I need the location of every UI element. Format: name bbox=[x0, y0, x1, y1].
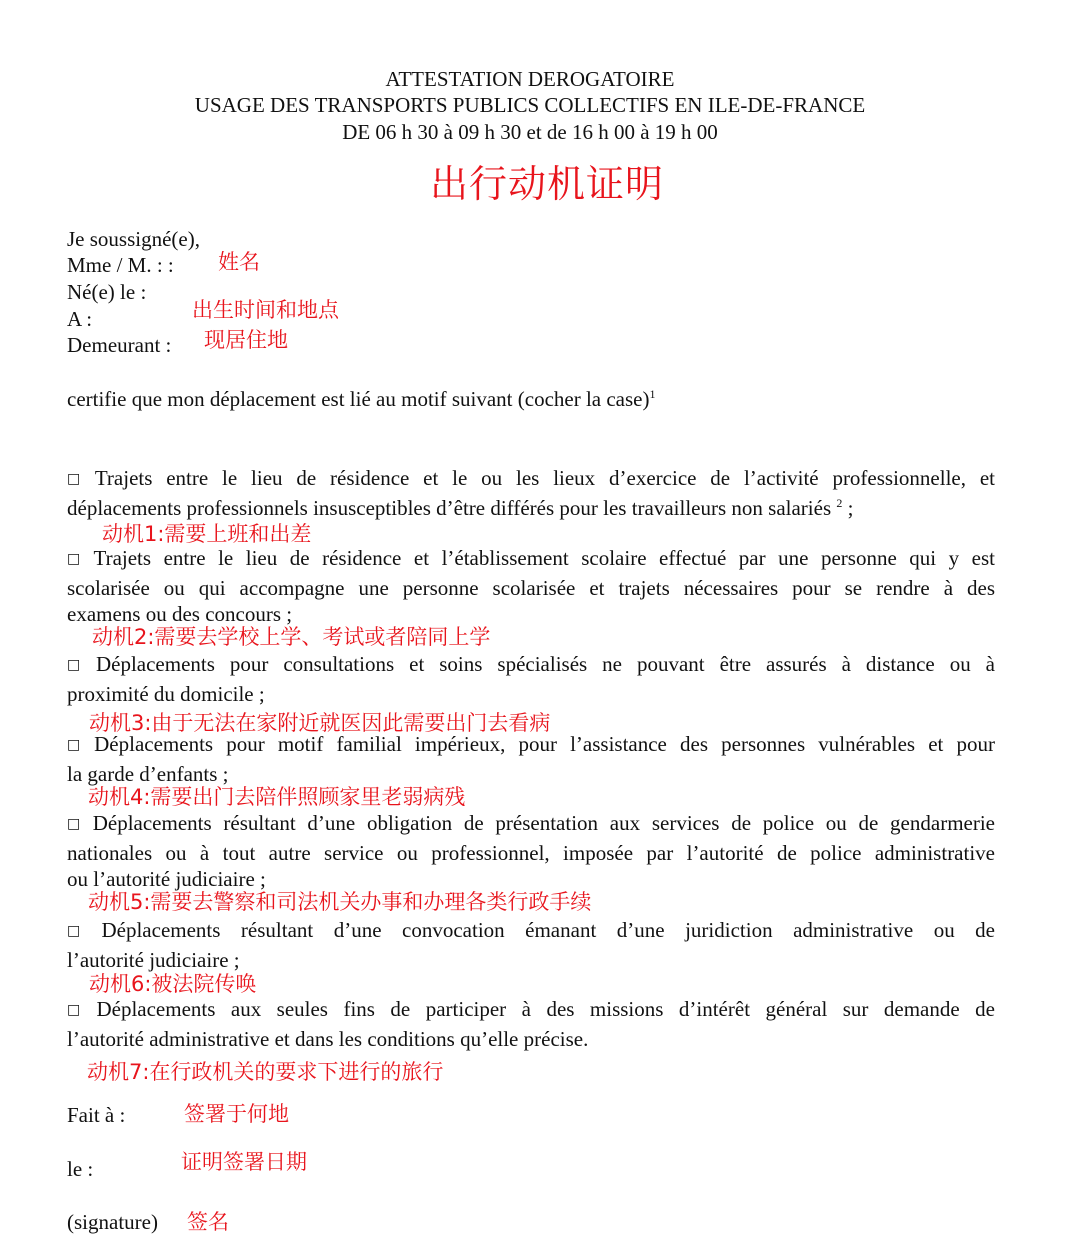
motive-2-text bbox=[67, 545, 995, 628]
chinese-title-annotation: 出行动机证明 bbox=[429, 162, 664, 206]
form-subtitle: USAGE DES TRANSPORTS PUBLICS COLLECTIFS EN ILE-DE-FRANCE bbox=[194, 93, 866, 117]
motive-7-line-2: l’autorité administrative et dans les conditions qu’elle précise. bbox=[67, 1026, 589, 1051]
motive-5-line-2: nationales ou à tout autre service ou professionnel, imposée par l’autorité de police administrative bbox=[67, 840, 995, 865]
motive-6-checkbox[interactable]: □ bbox=[67, 923, 96, 939]
motive-5-line-1: □ Déplacements résultant d’une obligation de présentation aux services de police ou de gendarmerie bbox=[67, 811, 996, 835]
motive-1-annotation: 动机1:需要上班和出差 bbox=[102, 522, 312, 546]
birth-date-label: Né(e) le : bbox=[67, 280, 147, 304]
motive-7-annotation: 动机7:在行政机关的要求下进行的旅行 bbox=[87, 1060, 444, 1084]
motive-7-checkbox[interactable]: □ bbox=[67, 1002, 91, 1018]
motive-4-annotation: 动机4:需要出门去陪伴照顾家里老弱病残 bbox=[88, 785, 466, 809]
birth-annotation: 出生时间和地点 bbox=[192, 298, 339, 322]
motive-5-annotation: 动机5:需要去警察和司法机关办事和办理各类行政手续 bbox=[88, 890, 592, 914]
motive-1-line-2: déplacements professionnels insusceptibles d’être différés pour les travailleurs non salariés $^2$ ; bbox=[67, 495, 854, 520]
certify-text: certifie que mon déplacement est lié au motif suivant (cocher la case) bbox=[67, 387, 650, 411]
date-label: le : bbox=[67, 1157, 94, 1181]
footnote-1: 1 bbox=[649, 387, 656, 401]
motive-1-text bbox=[67, 465, 995, 521]
motive-1-line-1: □ Trajets entre le lieu de résidence et le ou les lieux d’exercice de l’activité professionnelle, et bbox=[67, 466, 995, 490]
signature-label: (signature) bbox=[67, 1210, 158, 1234]
certify-statement bbox=[67, 386, 656, 412]
motive-2-line-2: scolarisée ou qui accompagne une personne scolarisée et trajets nécessaires pour se rendre à des bbox=[67, 575, 995, 600]
motive-5-text bbox=[67, 810, 995, 893]
motive-4-text bbox=[67, 731, 995, 787]
motive-6-line-1: □ Déplacements résultant d’une convocation émanant d’une juridiction administrative ou de bbox=[67, 918, 996, 942]
motive-4-line-1: □ Déplacements pour motif familial impérieux, pour l’assistance des personnes vulnérables et pour bbox=[67, 732, 995, 756]
motive-6-annotation: 动机6:被法院传唤 bbox=[89, 972, 257, 996]
date-annotation: 证明签署日期 bbox=[181, 1150, 307, 1174]
motive-5-checkbox[interactable]: □ bbox=[67, 816, 87, 832]
motive-3-annotation: 动机3:由于无法在家附近就医因此需要出门去看病 bbox=[89, 711, 551, 735]
motive-2-line-1: □ Trajets entre le lieu de résidence et l’établissement scolaire effectué par une personne qui y est bbox=[67, 546, 995, 570]
motive-1-checkbox[interactable]: □ bbox=[67, 471, 89, 487]
motive-2-checkbox[interactable]: □ bbox=[67, 551, 88, 567]
motive-4-checkbox[interactable]: □ bbox=[67, 737, 89, 753]
soussigne-label: Je soussigné(e), bbox=[67, 227, 200, 251]
footnote-2: 2 bbox=[836, 495, 843, 510]
motive-3-text bbox=[67, 651, 995, 707]
motive-7-text bbox=[67, 996, 995, 1052]
form-title: ATTESTATION DEROGATOIRE bbox=[385, 67, 675, 91]
name-annotation: 姓名 bbox=[218, 250, 260, 274]
form-time-window: DE 06 h 30 à 09 h 30 et de 16 h 00 à 19 h 00 bbox=[342, 120, 718, 144]
motive-5-line-3: ou l’autorité judiciaire ; bbox=[67, 867, 266, 891]
residence-annotation: 现居住地 bbox=[204, 328, 288, 352]
residence-label: Demeurant : bbox=[67, 333, 172, 357]
motive-3-line-2: proximité du domicile ; bbox=[67, 681, 265, 706]
motive-6-text bbox=[67, 917, 995, 973]
fait-a-annotation: 签署于何地 bbox=[184, 1102, 289, 1126]
birth-place-label: A : bbox=[67, 307, 93, 331]
motive-6-line-2: l’autorité judiciaire ; bbox=[67, 947, 240, 972]
fait-a-label: Fait à : bbox=[67, 1103, 126, 1127]
motive-3-line-1: □ Déplacements pour consultations et soins spécialisés ne pouvant être assurés à distance ou à bbox=[67, 652, 995, 676]
name-label: Mme / M. : : bbox=[67, 253, 174, 277]
motive-3-checkbox[interactable]: □ bbox=[67, 657, 90, 673]
motive-7-line-1: □ Déplacements aux seules fins de participer à des missions d’intérêt général sur demande de bbox=[67, 997, 995, 1021]
motive-4-line-2: la garde d’enfants ; bbox=[67, 761, 229, 786]
motive-2-line-3: examens ou des concours ; bbox=[67, 602, 293, 626]
motive-2-annotation: 动机2:需要去学校上学、考试或者陪同上学 bbox=[92, 625, 491, 649]
signature-annotation: 签名 bbox=[187, 1210, 229, 1234]
